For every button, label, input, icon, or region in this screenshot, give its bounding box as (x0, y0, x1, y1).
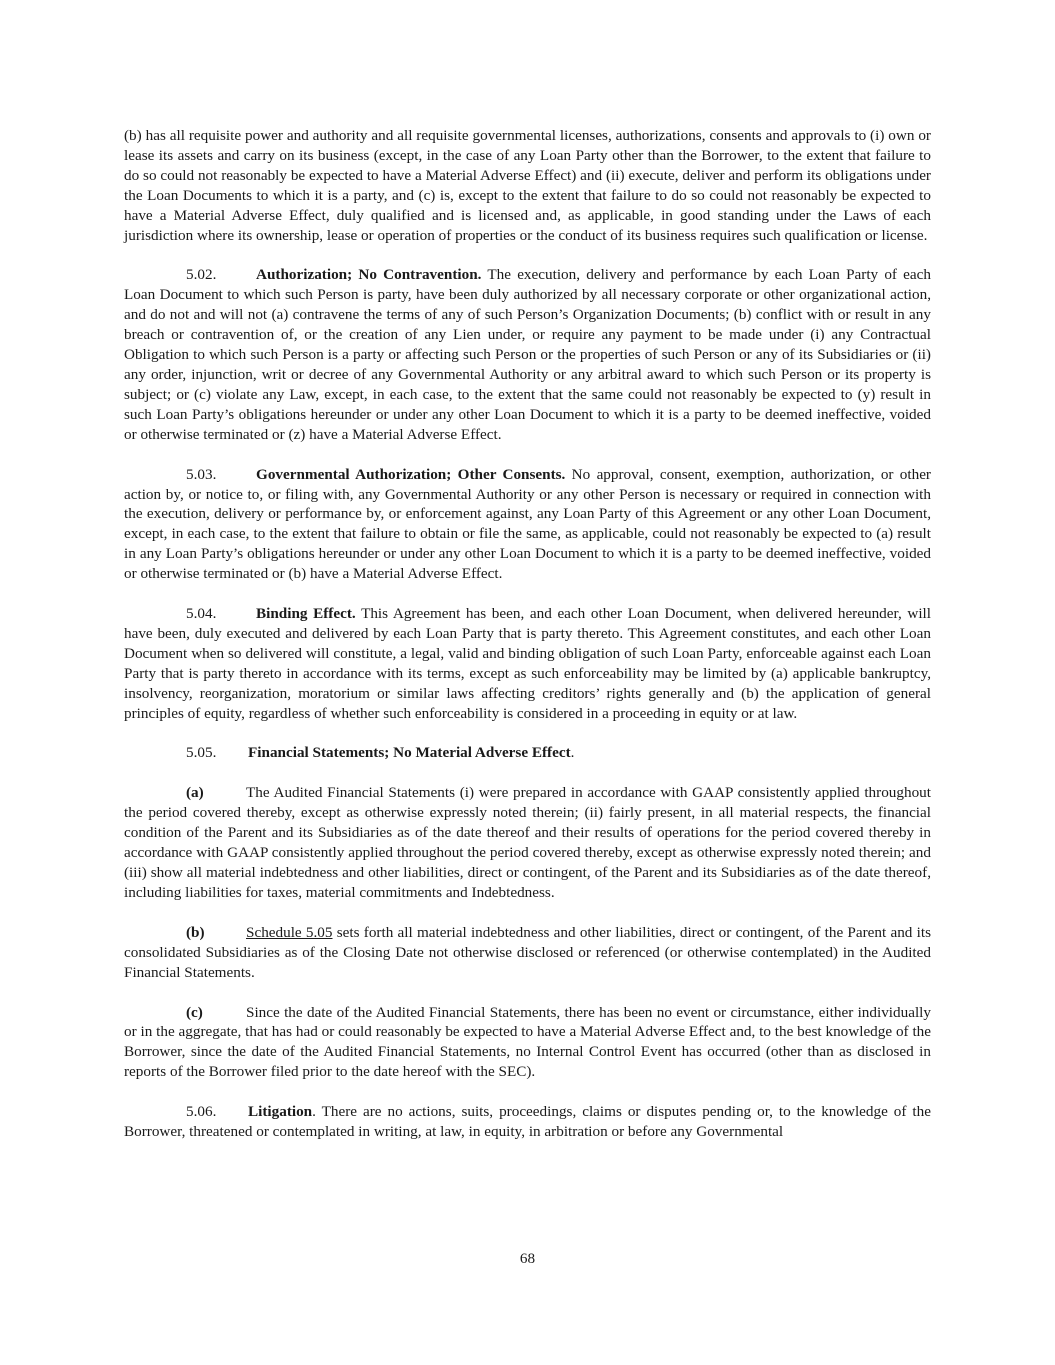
section-number: 5.04. (186, 605, 217, 623)
section-text: The execution, delivery and performance by each Loan Party of each Loan Document to which such Person is party, have been duly authorized by all necessary corporate or other organizational action, and do not and will not (a) contravene the terms of any of such Person’s Organization Documents; (b) conflict with or result in any breach or contravention of, or the creation of any Lien under, or require any payment to be made under (i) any Contractual Obligation to which such Person is a party or affecting such Person or the properties of such Person or any of its Subsidiaries or (ii) any order, injunction, writ or decree of any Governmental Authority or any arbitral award to which such Person or its property is subject; or (c) violate any Law, except, in each case, to the extent that the same could not reasonably be expected to (y) result in such Loan Party’s obligations hereunder or under any other Loan Document to which it is a party to be deemed ineffective, voided or otherwise terminated or (z) have a Material Adverse Effect. (124, 266, 932, 443)
section-heading: Governmental Authorization; Other Consents. (256, 465, 566, 483)
section-text: . There are no actions, suits, proceedings, claims or disputes pending or, to the knowledge of the Borrower, threatened or contemplated in writing, at law, in equity, in arbitration or before any Governmental (124, 1103, 931, 1141)
section-text: This Agreement has been, and each other Loan Document, when delivered hereunder, will have been, duly executed and delivered by each Loan Party that is party thereto. This Agreement constitutes, and each other Loan Document when so delivered will constitute, a legal, valid and binding obligation of such Loan Party, enforceable against each Loan Party that is party thereto in accordance with its terms, except as such enforceability may be limited by (a) applicable bankruptcy, insolvency, reorganization, moratorium or similar laws affecting creditors’ rights generally and (b) the application of general principles of equity, regardless of whether such enforceability is considered in a proceeding in equity or at law. (124, 605, 931, 722)
paragraph-b-continuation: (b) has all requisite power and authority and all requisite governmental licenses, authorizations, consents and approvals to (i) own or lease its assets and carry on its business (except, in the case of any Loan Party other than the Borrower, to the extent that failure to do so could not reasonably be expected to have a Material Adverse Effect) and (ii) execute, deliver and perform its obligations under the Loan Documents to which it is a party, and (c) is, except to the extent that failure to do so could not reasonably be expected to have a Material Adverse Effect, duly qualified and is licensed and, as applicable, in good standing under the Laws of each jurisdiction where its ownership, lease or operation of properties or the conduct of its business requires such qualification or license. (124, 127, 931, 244)
section-5-06 (124, 1102, 931, 1142)
page-number: 68 (519, 1250, 536, 1267)
subsection-label: (b) (186, 923, 205, 941)
section-5-05-a (124, 783, 931, 902)
section-heading: Litigation (248, 1103, 313, 1121)
section-number: 5.06. (186, 1103, 217, 1121)
section-5-05-c (124, 1003, 931, 1083)
subsection-text: sets forth all material indebtedness and other liabilities, direct or contingent, of the Parent and its consolidated Subsidiaries as of the Closing Date not otherwise disclosed or referenced (or otherwise contemplated) in the Audited Financial Statements. (124, 923, 931, 981)
section-5-02 (124, 265, 931, 444)
subsection-label: (a) (186, 784, 204, 802)
schedule-reference: Schedule 5.05 (246, 923, 333, 941)
section-heading: Binding Effect. (256, 605, 356, 623)
subsection-text: Since the date of the Audited Financial Statements, there has been no event or circumstance, either individually or in the aggregate, that has had or could reasonably be expected to have a Material Adverse Effect and, to the best knowledge of the Borrower, since the date of the Audited Financial Statements, no Internal Control Event has occurred (other than as disclosed in reports of the Borrower filed prior to the date hereof with the SEC). (124, 1003, 931, 1081)
section-end: . (570, 744, 575, 762)
subsection-label: (c) (186, 1003, 203, 1021)
section-number: 5.02. (186, 266, 217, 284)
section-number: 5.05. (186, 744, 217, 762)
section-heading: Authorization; No Contravention. (256, 266, 482, 284)
section-5-05 (124, 743, 931, 763)
section-text: No approval, consent, exemption, authorization, or other action by, or notice to, or filing with, any Governmental Authority or any other Person is necessary or required in connection with the execution, delivery or performance by, or enforcement against, any Loan Party of this Agreement or any other Loan Document, except, in each case, to the extent that failure to obtain or file the same, as applicable, could not reasonably be expected to (a) result in any Loan Party’s obligations hereunder or under any other Loan Document to which it is a party to be deemed ineffective, voided or otherwise terminated or (b) have a Material Adverse Effect. (124, 465, 931, 583)
section-number: 5.03. (186, 465, 217, 483)
subsection-text: The Audited Financial Statements (i) were prepared in accordance with GAAP consistently applied throughout the period covered thereby, except as otherwise expressly noted therein; (ii) fairly present, in all material respects, the financial condition of the Parent and its Subsidiaries as of the date thereof and their results of operations for the period covered thereby in accordance with GAAP consistently applied throughout the period covered thereby, except as otherwise expressly noted therein; and (iii) show all material indebtedness and other liabilities, direct or contingent, of the Parent and its Subsidiaries as of the date thereof, including liabilities for taxes, material commitments and Indebtedness. (124, 784, 931, 901)
section-5-05-b (124, 923, 931, 983)
section-heading: Financial Statements; No Material Adverse Effect (248, 744, 571, 762)
section-5-04 (124, 604, 931, 723)
document-page (124, 126, 931, 1142)
section-5-03 (124, 465, 931, 584)
